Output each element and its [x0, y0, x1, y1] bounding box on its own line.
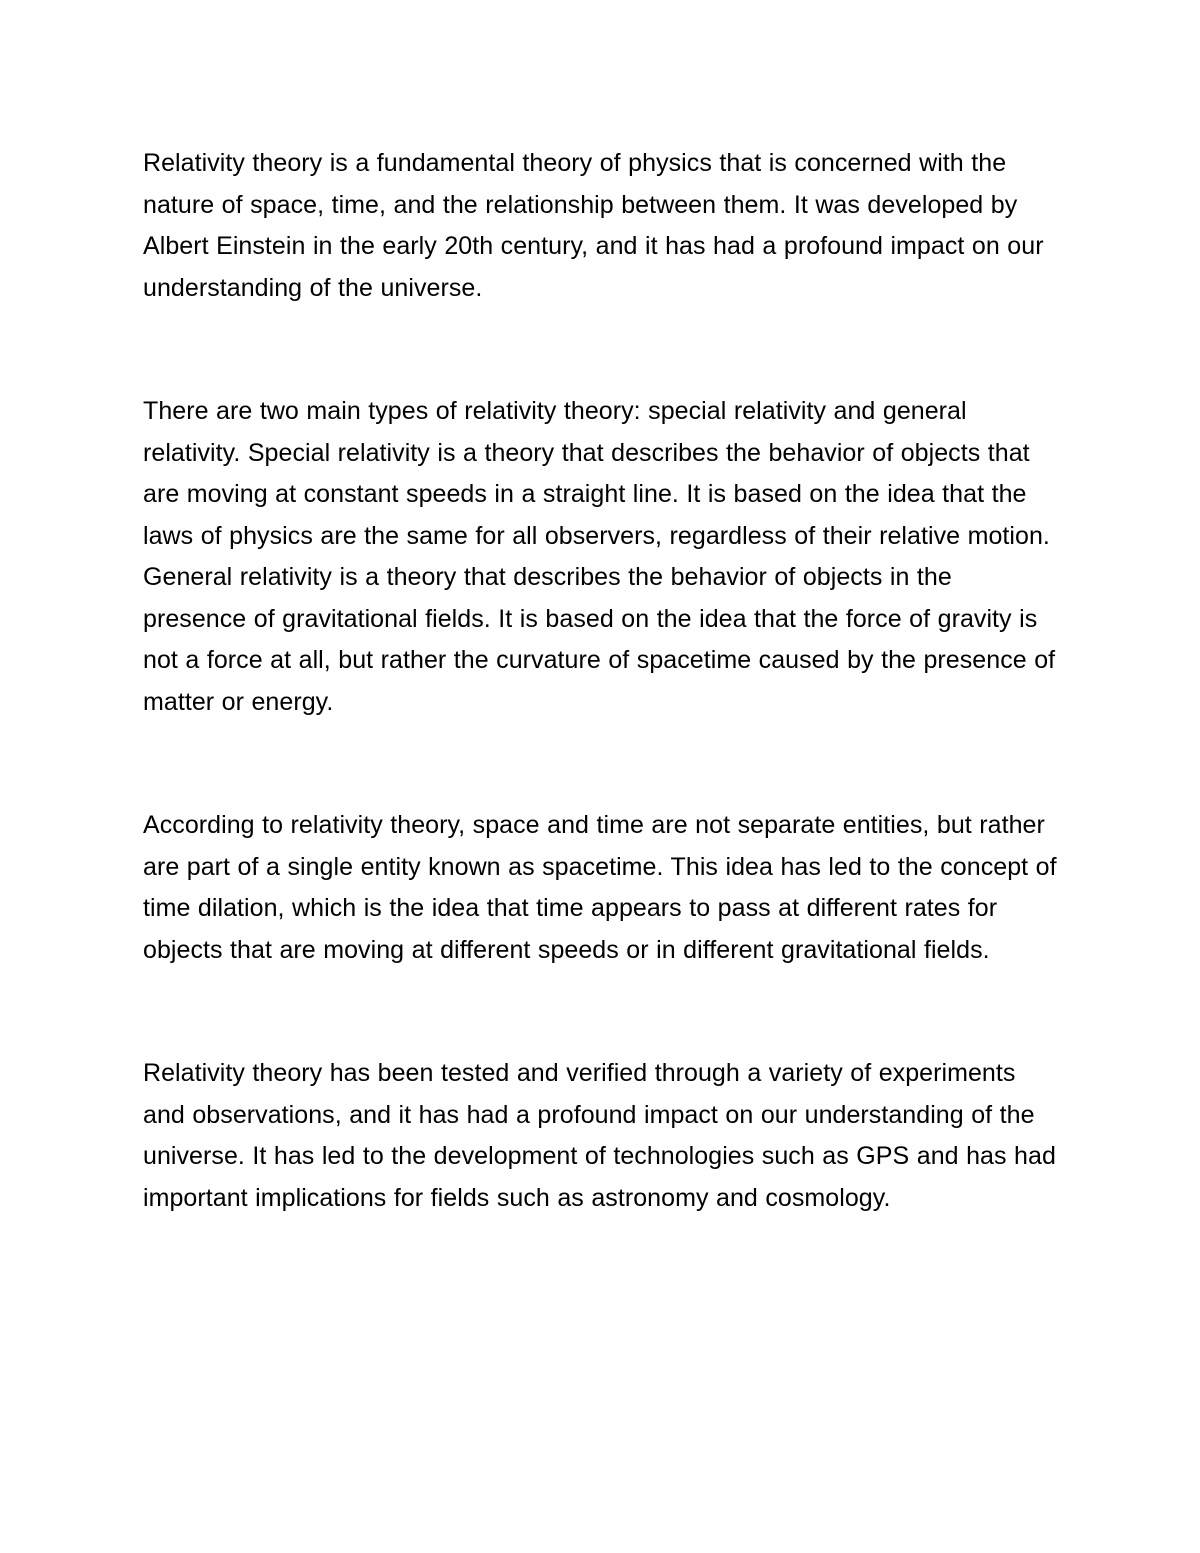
paragraph-relativity-intro: Relativity theory is a fundamental theory of physics that is concerned with the nature of space, time, and the relationship between them. It was developed by Albert Einstein in the early 20th century, and it has had a profound impact on our understanding of the universe. [143, 149, 1044, 302]
paragraph-types-of-relativity: There are two main types of relativity theory: special relativity and general relativity. Special relativity is a theory that describes the behavior of objects that are moving at constant speeds in a straight line. It is based on the idea that the laws of physics are the same for all observers, regardless of their relative motion. General relativity is a theory that describes the behavior of objects in the presence of gravitational fields. It is based on the idea that the force of gravity is not a force at all, but rather the curvature of spacetime caused by the presence of matter or energy. [143, 397, 1056, 716]
paragraph-verification: Relativity theory has been tested and verified through a variety of experiments and observations, and it has had a profound impact on our understanding of the universe. It has led to the development of technologies such as GPS and has had important implications for fields such as astronomy and cosmology. [143, 1059, 1056, 1212]
document-body [143, 143, 1058, 1219]
paragraph-spacetime: According to relativity theory, space and time are not separate entities, but rather are part of a single entity known as spacetime. This idea has led to the concept of time dilation, which is the idea that time appears to pass at different rates for objects that are moving at different speeds or in different gravitational fields. [143, 811, 1057, 964]
